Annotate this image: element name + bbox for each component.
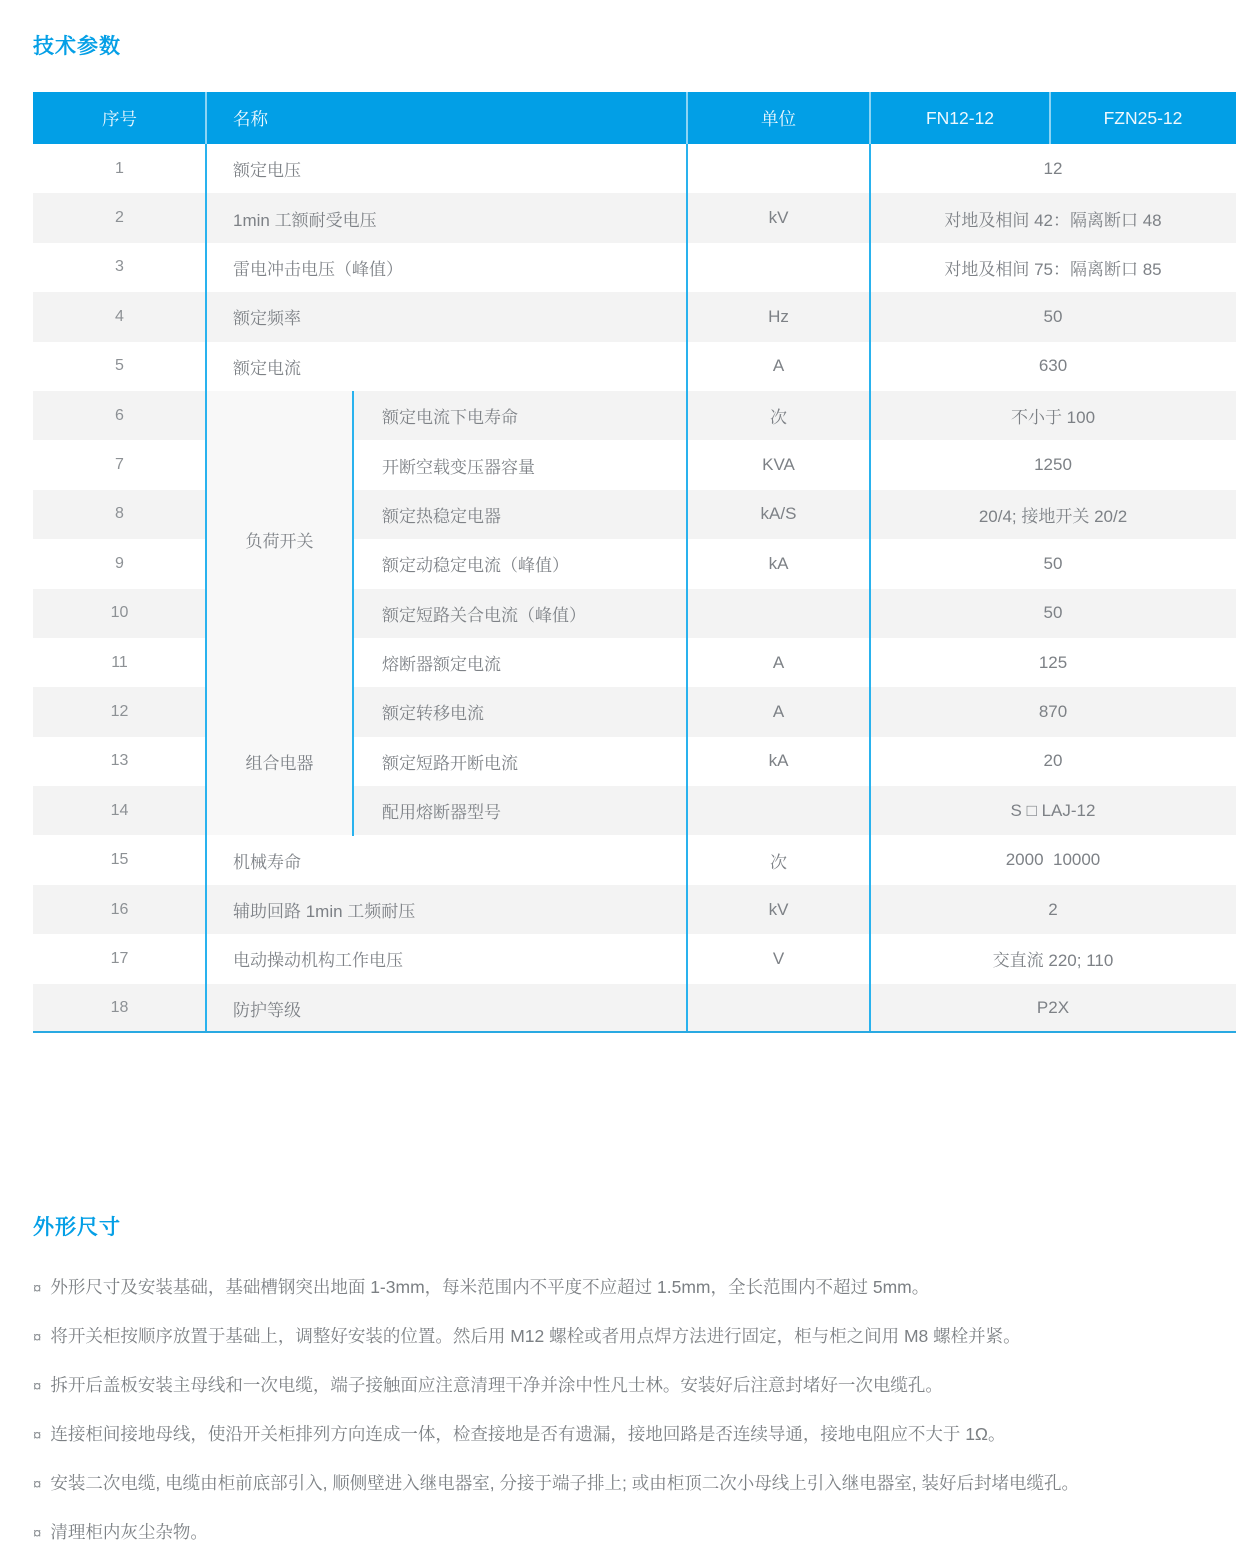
param-unit: kA [768,553,789,573]
bullet-icon: ¤ [33,1280,42,1298]
param-name: 额定电流 [233,358,301,378]
row-number: 9 [115,554,124,572]
param-name: 辅助回路 1min 工频耐压 [233,902,416,922]
list-item [33,1519,1236,1544]
header-divider [686,92,688,144]
row-number: 14 [110,801,129,819]
column-header-no: 序号 [102,108,137,129]
param-name: 额定电压 [233,161,301,181]
note-text: 将开关柜按顺序放置于基础上，调整好安装的位置。然后用 M12 螺栓或者用点焊方法进行固定，柜与柜之间用 M8 螺栓并紧。 [50,1326,1021,1347]
param-name: 配用熔断器型号 [382,803,501,823]
note-text: 拆开后盖板安装主母线和一次电缆，端子接触面应注意清理干净并涂中性凡士林。安装好后注意封堵好一次电缆孔。 [50,1375,943,1396]
param-name: 雷电冲击电压（峰值） [233,259,403,279]
param-unit: 次 [770,408,787,428]
param-unit [687,786,870,835]
param-value: 对地及相间 75：隔离断口 85 [944,259,1162,279]
list-item [33,1323,1236,1348]
row-number: 1 [115,159,124,177]
row-number: 17 [110,949,129,967]
bullet-icon: ¤ [33,1525,42,1543]
note-text: 外形尺寸及安装基础，基础槽钢突出地面 1-3mm，每米范围内不平度不应超过 1.5mm，全长范围内不超过 5mm。 [50,1277,930,1298]
param-unit: kV [768,208,789,228]
param-name: 额定短路关合电流（峰值） [382,605,586,625]
param-unit: kA/S [760,504,797,524]
row-number: 5 [115,357,124,375]
bullet-icon: ¤ [33,1329,42,1347]
param-unit [687,243,870,292]
row-number: 3 [115,258,124,276]
param-unit: A [772,356,785,376]
param-unit [687,589,870,638]
header-divider [1049,92,1051,144]
row-number: 4 [115,307,124,325]
param-value: 1250 [1034,455,1072,475]
param-unit: KVA [762,455,795,475]
column-divider [869,144,871,1033]
param-name: 额定短路开断电流 [382,753,518,773]
row-number: 13 [110,752,129,770]
list-item [33,1274,1236,1299]
sub-column-divider [352,391,354,836]
param-unit: Hz [768,306,789,326]
column-header-model-fn12-12: FN12-12 [925,107,995,128]
column-header-unit: 单位 [761,108,796,129]
bullet-icon: ¤ [33,1378,42,1396]
column-divider [205,144,207,1033]
param-name: 额定电流下电寿命 [382,408,518,428]
param-value: S □ LAJ-12 [1010,800,1096,820]
param-value: 12 [1043,158,1063,178]
row-number: 8 [115,505,124,523]
param-value: 对地及相间 42：隔离断口 48 [944,210,1162,230]
table-bottom-border [33,1031,1236,1033]
row-number: 11 [111,653,128,671]
bullet-icon: ¤ [33,1476,42,1494]
param-value: P2X [1036,998,1070,1018]
row-number: 2 [115,209,124,227]
installation-notes-list [33,1274,1236,1544]
param-name: 额定转移电流 [382,704,484,724]
bullet-icon: ¤ [33,1427,42,1445]
header-divider [205,92,207,144]
outline-dimensions-section [33,1211,1236,1544]
param-unit: A [772,652,785,672]
row-number: 6 [115,406,124,424]
param-value: 50 [1043,603,1063,623]
column-header-model-fzn25-12: FZN25-12 [1103,107,1183,128]
param-name: 机械寿命 [233,852,301,872]
param-value: 2 [1048,899,1058,919]
header-divider [869,92,871,144]
param-value: 20/4; 接地开关 20/2 [978,506,1128,526]
row-number: 16 [110,900,129,918]
row-number: 10 [110,604,129,622]
param-name: 额定动稳定电流（峰值） [382,556,569,576]
list-item [33,1470,1236,1495]
param-name: 防护等级 [233,1000,301,1020]
param-unit: 次 [770,852,787,872]
param-value: 125 [1038,652,1068,672]
param-name: 熔断器额定电流 [382,655,501,675]
param-value: 交直流 220; 110 [992,951,1114,971]
section-title-technical-parameters: 技术参数 [33,35,121,58]
param-unit [687,984,870,1033]
param-unit [687,144,870,193]
param-unit: kV [768,899,789,919]
param-unit: A [772,701,785,721]
column-header-name: 名称 [233,108,268,129]
section-title-outline-dimensions: 外形尺寸 [33,1216,121,1240]
param-name: 1min 工额耐受电压 [233,210,377,230]
param-value: 870 [1038,701,1068,721]
param-value: 630 [1038,356,1068,376]
param-unit: V [772,948,785,968]
param-value: 2000 10000 [1005,850,1101,870]
list-item [33,1372,1236,1397]
param-unit: kA [768,751,789,771]
note-text: 安装二次电缆, 电缆由柜前底部引入, 顺侧壁进入继电器室, 分接于端子排上; 或由柜顶二次小母线上引入继电器室, 装好后封堵电缆孔。 [50,1473,1079,1494]
row-number: 7 [115,456,124,474]
row-number: 18 [110,999,129,1017]
param-name: 开断空载变压器容量 [382,457,535,477]
technical-parameters-table [33,92,1236,1033]
note-text: 连接柜间接地母线，使沿开关柜排列方向连成一体，检查接地是否有遗漏，接地回路是否连续导通，接地电阻应不大于 1Ω。 [50,1424,1006,1445]
group-cell-combined-apparatus: 组合电器 [206,687,353,835]
param-value: 不小于 100 [1010,408,1096,428]
list-item [33,1421,1236,1446]
column-divider [686,144,688,1033]
param-value: 50 [1043,553,1063,573]
param-name: 额定热稳定电器 [382,506,501,526]
group-cell-load-switch: 负荷开关 [206,391,353,687]
param-value: 20 [1043,751,1063,771]
param-name: 额定频率 [233,309,301,329]
param-name: 电动操动机构工作电压 [233,951,403,971]
note-text: 清理柜内灰尘杂物。 [50,1522,208,1543]
row-number: 15 [110,851,129,869]
param-value: 50 [1043,306,1063,326]
row-number: 12 [110,702,129,720]
